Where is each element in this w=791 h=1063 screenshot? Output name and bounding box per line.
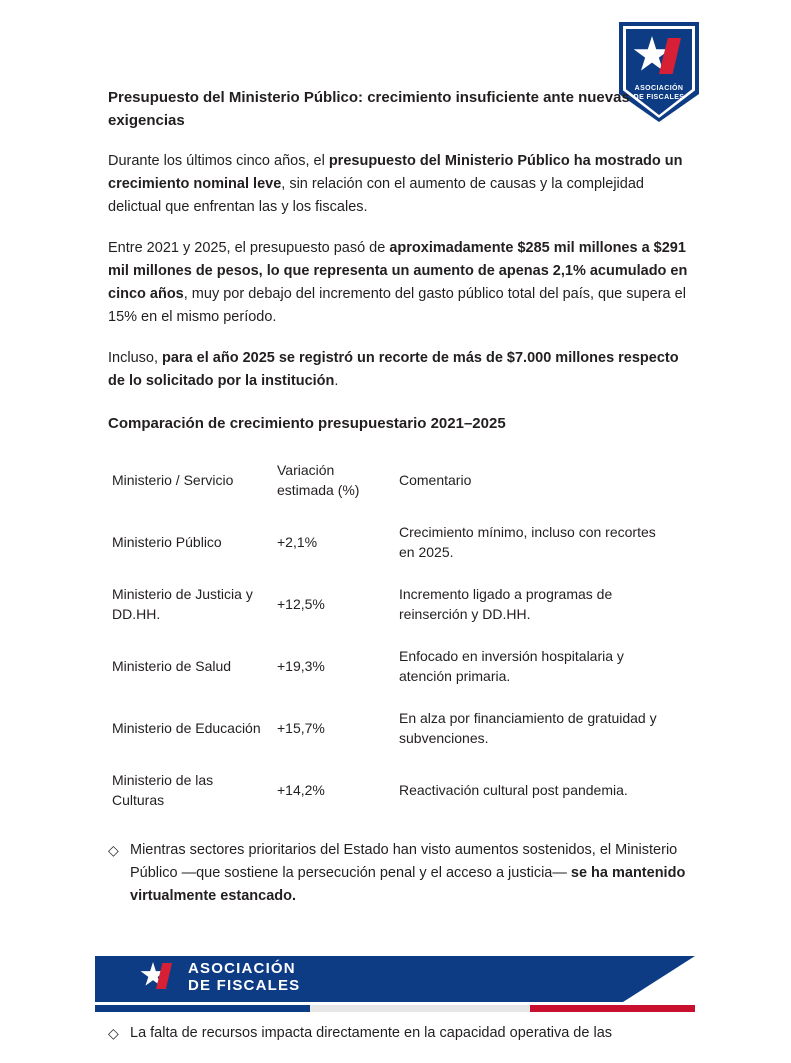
table-row — [108, 759, 680, 821]
table-cell-comment: Enfocado en inversión hospitalaria y atención primaria. — [399, 648, 624, 684]
bullet-paragraph-2 — [108, 1022, 688, 1045]
table-header-cell: Comentario — [399, 472, 472, 488]
diamond-icon: ◇ — [108, 842, 119, 858]
table-row — [108, 511, 680, 573]
section-title: Comparación de crecimiento presupuestario 2021–2025 — [108, 415, 506, 432]
table-cell-comment: Crecimiento mínimo, incluso con recortes en 2025. — [399, 524, 656, 560]
footer-blue-strip — [95, 1005, 310, 1012]
footer-text-line2: DE FISCALES — [188, 977, 301, 994]
paragraph-2: Entre 2021 y 2025, el presupuesto pasó de aproximadamente $285 mil millones a $291 mil millones de pesos, lo que representa un aumento de apenas 2,1% acumulado en cinco años, muy por debajo del incremento del gasto público total del país, que supera el 15% en el mismo período. — [108, 240, 688, 325]
table-cell-ministry: Ministerio de las Culturas — [112, 772, 214, 808]
table-cell-ministry: Ministerio de Educación — [112, 720, 261, 736]
table-header-row — [108, 449, 680, 511]
bullet-paragraph-1 — [108, 839, 688, 908]
table-row — [108, 573, 680, 635]
table-cell-comment: Reactivación cultural post pandemia. — [399, 782, 628, 798]
budget-comparison-table — [108, 449, 680, 821]
footer-logo-text — [188, 960, 300, 994]
table-cell-variation: +19,3% — [277, 658, 325, 674]
table-cell-ministry: Ministerio Público — [112, 534, 222, 550]
table-body — [108, 511, 680, 821]
footer-blue-banner — [95, 956, 695, 1002]
footer-gray-strip — [310, 1005, 530, 1012]
paragraph-3: Incluso, para el año 2025 se registró un recorte de más de $7.000 millones respecto de lo solicitado por la institución. — [108, 350, 679, 389]
logo-text-line2: DE FISCALES — [633, 94, 685, 101]
bullet-text: Mientras sectores prioritarios del Estado han visto aumentos sostenidos, el Ministerio Público —que sostiene la persecución penal y el acceso a justicia— se ha mantenido virtualmente estancado. — [130, 842, 686, 904]
document-body — [108, 86, 688, 1063]
diamond-icon: ◇ — [108, 1025, 119, 1041]
table-header-cell: Variación estimada (%) — [277, 462, 360, 498]
table-cell-variation: +14,2% — [277, 782, 325, 798]
table-cell-ministry: Ministerio de Justicia y DD.HH. — [112, 586, 253, 622]
table-cell-variation: +12,5% — [277, 596, 325, 612]
table-header-cell: Ministerio / Servicio — [112, 472, 234, 488]
bullet-text: La falta de recursos impacta directamente en la capacidad operativa de las — [130, 1025, 613, 1041]
page-title: Presupuesto del Ministerio Público: crecimiento insuficiente ante nuevas exigencias — [108, 89, 630, 129]
table-row — [108, 635, 680, 697]
footer-logo-icon — [140, 962, 174, 994]
table-cell-comment: Incremento ligado a programas de reinserción y DD.HH. — [399, 586, 613, 622]
page-footer — [0, 938, 791, 1024]
table-row — [108, 697, 680, 759]
table-cell-ministry: Ministerio de Salud — [112, 658, 232, 674]
table-cell-variation: +15,7% — [277, 720, 325, 736]
table-cell-variation: +2,1% — [277, 534, 318, 550]
logo-text-line1: ASOCIACIÓN — [634, 85, 684, 92]
table-cell-comment: En alza por financiamiento de gratuidad y subvenciones. — [399, 710, 657, 746]
paragraph-1: Durante los últimos cinco años, el presupuesto del Ministerio Público ha mostrado un crecimiento nominal leve, sin relación con el aumento de causas y la complejidad delictual que enfrentan las y los fiscales. — [108, 153, 683, 215]
footer-red-strip — [530, 1005, 695, 1012]
footer-text-line1: ASOCIACIÓN — [188, 960, 296, 977]
